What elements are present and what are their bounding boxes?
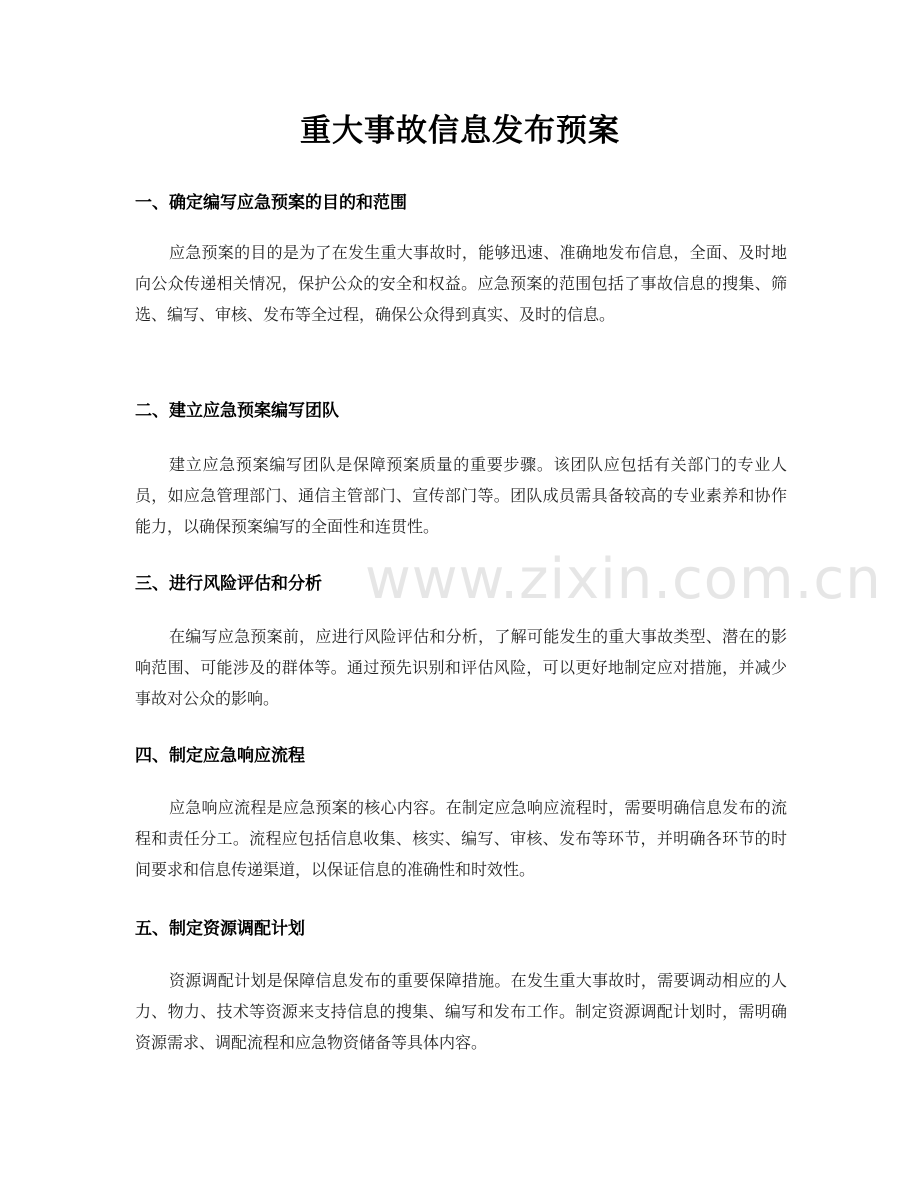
section-2-heading: 二、建立应急预案编写团队 [135,401,339,421]
section-3-heading: 三、进行风险评估和分析 [135,574,322,594]
watermark: www.zixin.com.cn [365,547,882,612]
section-4-heading: 四、制定应急响应流程 [135,746,305,766]
section-4-paragraph: 应急响应流程是应急预案的核心内容。在制定应急响应流程时，需要明确信息发布的流程和责任分工。流程应包括信息收集、核实、编写、审核、发布等环节，并明确各环节的时间要求和信息传递渠道，以保证信息的准确性和时效性。 [135,798,787,879]
section-2-paragraph: 建立应急预案编写团队是保障预案质量的重要步骤。该团队应包括有关部门的专业人员，如应急管理部门、通信主管部门、宣传部门等。团队成员需具备较高的专业素养和协作能力，以确保预案编写的全面性和连贯性。 [135,455,787,536]
section-3-paragraph: 在编写应急预案前，应进行风险评估和分析，了解可能发生的重大事故类型、潜在的影响范围、可能涉及的群体等。通过预先识别和评估风险，可以更好地制定应对措施，并减少事故对公众的影响。 [135,627,787,708]
document-title: 重大事故信息发布预案 [300,113,620,149]
section-5-heading: 五、制定资源调配计划 [135,919,305,939]
section-1-heading: 一、确定编写应急预案的目的和范围 [135,193,407,213]
section-5-paragraph: 资源调配计划是保障信息发布的重要保障措施。在发生重大事故时，需要调动相应的人力、物力、技术等资源来支持信息的搜集、编写和发布工作。制定资源调配计划时，需明确资源需求、调配流程和应急物资储备等具体内容。 [135,971,787,1052]
section-1-paragraph: 应急预案的目的是为了在发生重大事故时，能够迅速、准确地发布信息，全面、及时地向公众传递相关情况，保护公众的安全和权益。应急预案的范围包括了事故信息的搜集、筛选、编写、审核、发布等全过程，确保公众得到真实、及时的信息。 [135,243,787,324]
